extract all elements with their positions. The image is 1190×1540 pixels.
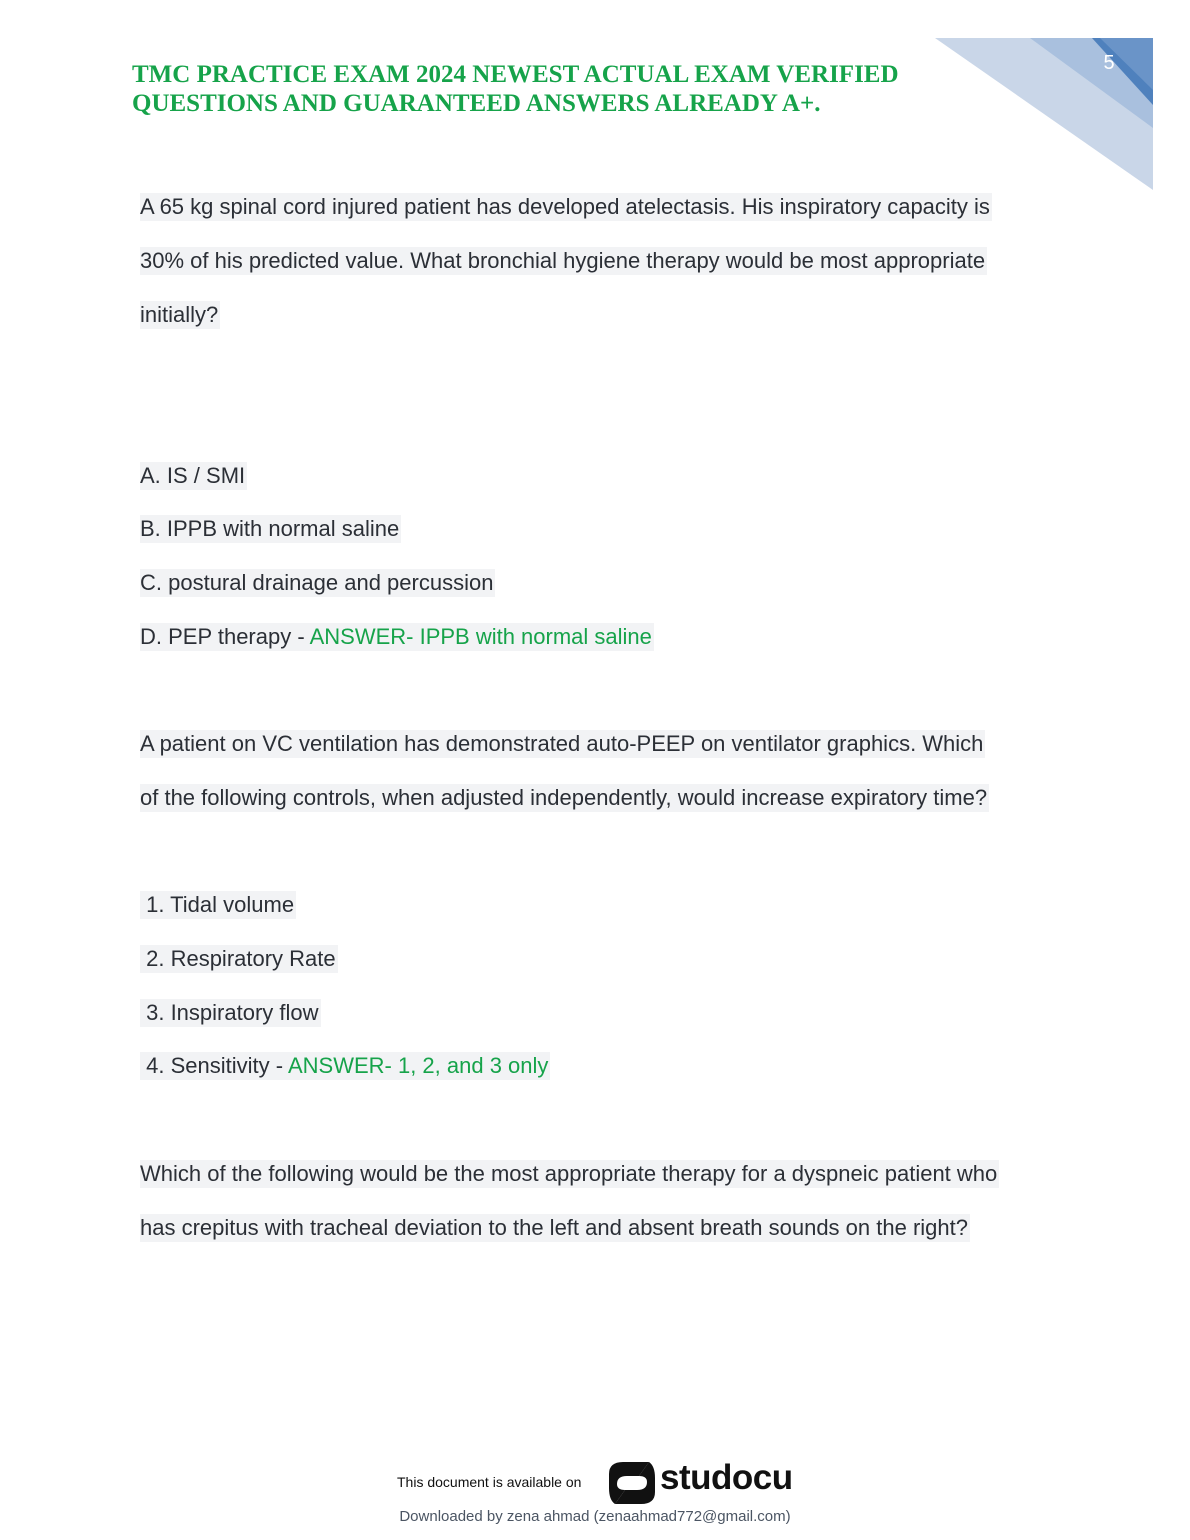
option-d-text: D. PEP therapy -: [140, 624, 310, 649]
download-info: Downloaded by zena ahmad (zenaahmad772@gmail.com): [399, 1508, 791, 1525]
title-line-2: QUESTIONS AND GUARANTEED ANSWERS ALREADY A+.: [132, 90, 821, 117]
question-2-stem-line-1: A patient on VC ventilation has demonstrated auto-PEEP on ventilator graphics. Which: [140, 731, 984, 756]
studocu-brand[interactable]: studocu: [660, 1458, 793, 1497]
question-1-stem-line-3: initially?: [140, 302, 219, 327]
availability-note: This document is available on: [397, 1474, 582, 1490]
studocu-logo-icon: [609, 1460, 655, 1506]
question-2-answer: ANSWER- 1, 2, and 3 only: [287, 1053, 549, 1078]
question-1-stem-line-2: 30% of his predicted value. What bronchial hygiene therapy would be most appropriate: [140, 248, 986, 273]
question-1-answer: ANSWER- IPPB with normal saline: [309, 624, 652, 649]
question-3-stem-line-2: has crepitus with tracheal deviation to the left and absent breath sounds on the right?: [140, 1215, 968, 1240]
question-2-option-2: 2. Respiratory Rate: [140, 946, 336, 971]
question-2-option-1: 1. Tidal volume: [140, 892, 295, 917]
page-number: 5: [1103, 52, 1115, 74]
question-1-option-b: B. IPPB with normal saline: [140, 516, 400, 541]
question-2-option-3: 3. Inspiratory flow: [140, 1000, 319, 1025]
document-title: [132, 60, 992, 118]
question-3-stem-line-1: Which of the following would be the most appropriate therapy for a dyspneic patient who: [140, 1161, 998, 1186]
question-1-option-c: C. postural drainage and percussion: [140, 570, 494, 595]
option-4-text: 4. Sensitivity -: [140, 1053, 288, 1078]
question-1-stem-line-1: A 65 kg spinal cord injured patient has developed atelectasis. His inspiratory capacity is: [140, 194, 990, 219]
question-2-stem-line-2: of the following controls, when adjusted independently, would increase expiratory time?: [140, 785, 988, 810]
question-1-option-a: A. IS / SMI: [140, 463, 246, 488]
title-line-1: TMC PRACTICE EXAM 2024 NEWEST ACTUAL EXAM VERIFIED: [132, 61, 899, 88]
question-2-option-4: [140, 1052, 550, 1080]
question-1-option-d: [140, 623, 654, 651]
